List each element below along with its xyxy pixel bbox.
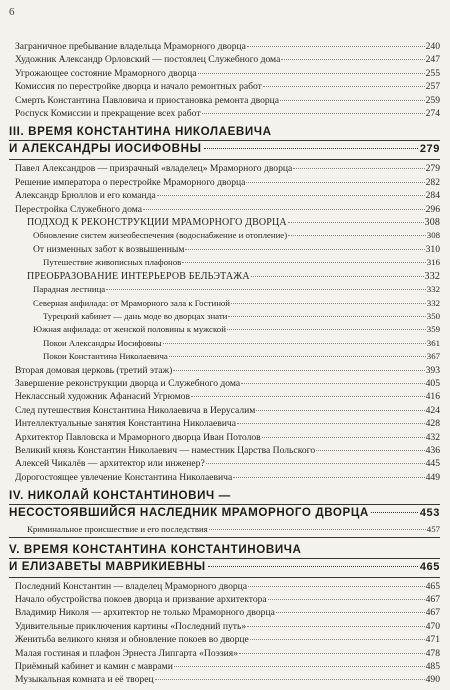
leader-dots	[163, 343, 426, 344]
toc-entry-page: 471	[425, 634, 440, 646]
toc-entry[interactable]	[9, 40, 440, 53]
leader-dots	[268, 599, 425, 600]
toc-entry-page: 416	[425, 391, 440, 403]
toc-entry-title: Малая гостиная и плафон Эрнеста Липгарта «Поэзия»	[15, 647, 238, 659]
leader-dots	[237, 423, 425, 424]
toc-entry-page: 259	[425, 94, 440, 106]
toc-entry-title: Владимир Николя — архитектор не только Мраморного дворца	[15, 607, 275, 619]
toc-entry-title: Удивительные приключения картины «Последний путь»	[15, 620, 247, 632]
toc-entry-page: 296	[425, 203, 440, 215]
chapter-page: 453	[419, 507, 440, 520]
toc-entry-title: От низменных забот к возвышенным	[33, 243, 185, 255]
toc-entry-title: Обновление систем жизеобеспечения (водоснабжение и отопление)	[33, 230, 288, 241]
toc-entry-page: 308	[424, 217, 440, 229]
toc-entry[interactable]	[9, 229, 440, 242]
toc-entry[interactable]	[9, 176, 440, 189]
leader-dots	[185, 249, 424, 250]
leader-dots	[262, 437, 425, 438]
toc-entry-page: 274	[425, 108, 440, 120]
toc-entry-title: Великий князь Константин Николаевич — наместник Царства Польского	[15, 444, 316, 456]
leader-dots	[251, 276, 424, 277]
leader-dots	[174, 666, 425, 667]
leader-dots	[155, 679, 425, 680]
toc-entry-page: 449	[425, 471, 440, 483]
toc-entry-page: 485	[425, 661, 440, 673]
chapter-page: 279	[419, 143, 440, 156]
toc-entry-title: Музыкальная комната и её творец	[15, 674, 154, 686]
leader-dots	[227, 329, 426, 330]
chapter-title-line2: И АЛЕКСАНДРЫ ИОСИФОВНЫ	[9, 142, 202, 156]
toc-entry-title: ПОДХОД К РЕКОНСТРУКЦИИ МРАМОРНОГО ДВОРЦА	[27, 217, 287, 229]
toc-entry-title: Архитектор Павловска и Мраморного дворца Иван Потолов	[15, 431, 261, 443]
leader-dots	[228, 316, 425, 317]
toc-entry[interactable]	[9, 243, 440, 256]
toc-entry-page: 332	[426, 297, 440, 308]
table-of-contents	[9, 40, 440, 687]
toc-entry[interactable]	[9, 660, 440, 673]
toc-entry-title: Александр Брюллов и его команда	[15, 190, 156, 202]
toc-entry[interactable]	[9, 53, 440, 66]
leader-dots	[239, 653, 425, 654]
toc-entry-title: Дорогостоящее увлечение Константина Николаевича	[15, 471, 233, 483]
toc-entry[interactable]	[9, 431, 440, 444]
toc-entry[interactable]	[9, 80, 440, 93]
chapter-title-line1: IV. НИКОЛАЙ КОНСТАНТИНОВИЧ —	[9, 489, 440, 505]
leader-dots	[173, 370, 424, 371]
toc-entry[interactable]	[9, 404, 440, 417]
chapter-page: 465	[419, 560, 440, 573]
toc-entry[interactable]	[9, 390, 440, 403]
toc-entry-page: 361	[426, 337, 440, 348]
toc-entry-title: Последний Константин — владелец Мраморного дворца	[15, 580, 248, 592]
toc-entry-page: 436	[425, 444, 440, 456]
leader-dots	[157, 195, 425, 196]
toc-subheading[interactable]	[9, 216, 440, 229]
leader-dots	[316, 450, 424, 451]
toc-entry-title: Роспуск Комиссии и прекращение всех работ	[15, 108, 201, 120]
leader-dots	[202, 113, 425, 114]
toc-entry-title: Северная анфилада: от Мраморного зала к Гостиной	[33, 297, 231, 308]
toc-entry[interactable]	[9, 67, 440, 80]
toc-entry[interactable]	[9, 633, 440, 646]
toc-entry-page: 282	[425, 176, 440, 188]
toc-entry[interactable]	[9, 283, 440, 296]
toc-entry[interactable]	[9, 673, 440, 686]
leader-dots	[281, 59, 424, 60]
toc-entry[interactable]	[9, 580, 440, 593]
toc-entry[interactable]	[9, 523, 440, 536]
toc-entry-page: 332	[424, 270, 440, 282]
leader-dots	[208, 566, 418, 567]
toc-entry-page: 445	[425, 458, 440, 470]
toc-entry[interactable]	[9, 377, 440, 390]
toc-entry[interactable]	[9, 457, 440, 470]
toc-entry-page: 424	[425, 404, 440, 416]
toc-entry-title: Перестройка Служебного дома	[15, 203, 143, 215]
toc-entry-title: Смерть Константина Павловича и приостановка ремонта дворца	[15, 94, 280, 106]
toc-entry-title: Южная анфилада: от женской половины к мужской	[33, 324, 226, 335]
toc-entry-title: Парадная лестница	[33, 284, 106, 295]
leader-dots	[276, 612, 425, 613]
toc-entry-title: Турецкий кабинет — дань моде во дворцах знати	[43, 310, 228, 321]
toc-entry-title: Начало обустройства покоев дворца и призвание архитектора	[15, 594, 267, 605]
leader-dots	[371, 512, 418, 513]
leader-dots	[206, 463, 425, 464]
toc-entry[interactable]	[9, 647, 440, 660]
toc-entry[interactable]	[9, 189, 440, 202]
toc-entry[interactable]	[9, 162, 440, 175]
chapter-title-line1: V. ВРЕМЯ КОНСТАНТИНА КОНСТАНТИНОВИЧА	[9, 543, 440, 559]
toc-entry[interactable]	[9, 593, 440, 606]
toc-entry-page: 359	[426, 324, 440, 335]
leader-dots	[248, 586, 425, 587]
toc-entry-title: Женитьба великого князя и обновление покоев во дворце	[15, 634, 249, 646]
toc-entry-page: 316	[426, 257, 440, 268]
leader-dots	[169, 356, 426, 357]
toc-entry-title: Интеллектуальные занятия Константина Николаевича	[15, 418, 236, 430]
page-number: 6	[9, 6, 15, 18]
leader-dots	[250, 639, 425, 640]
toc-entry-title: Приёмный кабинет и камин с маврами	[15, 661, 173, 673]
toc-entry-page: 432	[425, 431, 440, 443]
chapter-heading-5[interactable]	[9, 543, 440, 575]
leader-dots	[182, 262, 426, 263]
leader-dots	[233, 477, 424, 478]
toc-entry[interactable]	[9, 297, 440, 310]
chapter-title-line2: И ЕЛИЗАВЕТЫ МАВРИКИЕВНЫ	[9, 559, 206, 573]
toc-entry[interactable]	[9, 337, 440, 350]
leader-dots	[280, 100, 425, 101]
toc-entry-page: 350	[426, 310, 440, 321]
toc-entry-title: Криминальное происшествие и его последствия	[27, 524, 208, 535]
toc-entry-title: Решение императора о перестройке Мраморного дворца	[15, 176, 246, 188]
toc-entry-page: 367	[426, 351, 440, 362]
toc-subheading[interactable]	[9, 270, 440, 283]
toc-entry[interactable]	[9, 94, 440, 107]
leader-dots	[191, 396, 425, 397]
toc-entry-title: Угрожающее состояние Мраморного дворца	[15, 67, 197, 79]
toc-entry-page: 490	[425, 674, 440, 686]
toc-entry[interactable]	[9, 310, 440, 323]
toc-entry-title: Путешествие живописных плафонов	[43, 257, 182, 268]
toc-entry[interactable]	[9, 606, 440, 619]
toc-entry-page: 332	[426, 284, 440, 295]
toc-entry[interactable]	[9, 444, 440, 457]
toc-entry-title: Художник Александр Орловский — постоялец Служебного дома	[15, 54, 281, 66]
toc-entry-title: Заграничное пребывание владельца Мраморного дворца	[15, 41, 246, 52]
toc-entry-page: 467	[425, 607, 440, 619]
leader-dots	[288, 235, 426, 236]
toc-entry-title: След путешествия Константина Николаевича в Иерусалим	[15, 404, 256, 416]
toc-entry-title: Павел Александров — призрачный «владелец» Мраморного дворца	[15, 163, 293, 175]
toc-entry-title: Комиссия по перестройке дворца и начало ремонтных работ	[15, 81, 262, 93]
leader-dots	[204, 148, 418, 149]
leader-dots	[106, 289, 426, 290]
toc-entry[interactable]	[9, 417, 440, 430]
chapter-title-line2: НЕСОСТОЯВШИЙСЯ НАСЛЕДНИК МРАМОРНОГО ДВОРЦА	[9, 506, 369, 520]
toc-entry-title: Неклассный художник Афанасий Угрюмов	[15, 391, 191, 403]
chapter-heading-3[interactable]	[9, 125, 440, 157]
toc-entry[interactable]	[9, 350, 440, 363]
divider	[9, 159, 440, 160]
leader-dots	[143, 209, 425, 210]
leader-dots	[209, 529, 426, 530]
toc-entry-title: ПРЕОБРАЗОВАНИЕ ИНТЕРЬЕРОВ БЕЛЬЭТАЖА	[27, 270, 250, 282]
divider	[9, 537, 440, 538]
toc-entry-page: 428	[425, 418, 440, 430]
toc-entry-page: 478	[425, 647, 440, 659]
toc-entry-title: Завершение реконструкции дворца и Служебного дома	[15, 377, 241, 389]
toc-entry-page: 470	[425, 620, 440, 632]
toc-entry-title: Алексей Чикалёв — архитектор или инженер?	[15, 458, 205, 470]
toc-entry-page: 308	[426, 230, 440, 241]
toc-entry-page: 467	[425, 594, 440, 605]
divider	[9, 577, 440, 578]
toc-entry[interactable]	[9, 471, 440, 484]
leader-dots	[288, 222, 424, 223]
leader-dots	[293, 168, 424, 169]
leader-dots	[247, 46, 425, 47]
toc-entry-page: 247	[425, 54, 440, 66]
toc-entry-page: 405	[425, 377, 440, 389]
leader-dots	[198, 73, 425, 74]
toc-entry-page: 279	[425, 163, 440, 175]
leader-dots	[231, 303, 426, 304]
leader-dots	[263, 86, 425, 87]
toc-entry-page: 257	[425, 81, 440, 93]
toc-entry-page: 255	[425, 67, 440, 79]
leader-dots	[246, 182, 424, 183]
toc-entry-page: 457	[426, 524, 440, 535]
toc-entry-title: Покои Александры Иосифовны	[43, 337, 162, 348]
leader-dots	[256, 410, 424, 411]
leader-dots	[247, 626, 424, 627]
toc-entry-title: Вторая домовая церковь (третий этаж)	[15, 364, 173, 376]
chapter-title-line1: III. ВРЕМЯ КОНСТАНТИНА НИКОЛАЕВИЧА	[9, 125, 440, 141]
chapter-heading-4[interactable]	[9, 489, 440, 521]
toc-entry-page: 284	[425, 190, 440, 202]
toc-entry-title: Покои Константина Николаевича	[43, 351, 168, 362]
leader-dots	[241, 383, 424, 384]
toc-entry[interactable]	[9, 364, 440, 377]
toc-entry[interactable]	[9, 323, 440, 336]
toc-entry-page: 240	[425, 41, 440, 52]
toc-entry[interactable]	[9, 203, 440, 216]
toc-entry[interactable]	[9, 256, 440, 269]
toc-entry-page: 310	[425, 243, 440, 255]
toc-entry[interactable]	[9, 107, 440, 120]
toc-entry[interactable]	[9, 620, 440, 633]
toc-entry-page: 393	[425, 364, 440, 376]
toc-entry-page: 465	[425, 580, 440, 592]
